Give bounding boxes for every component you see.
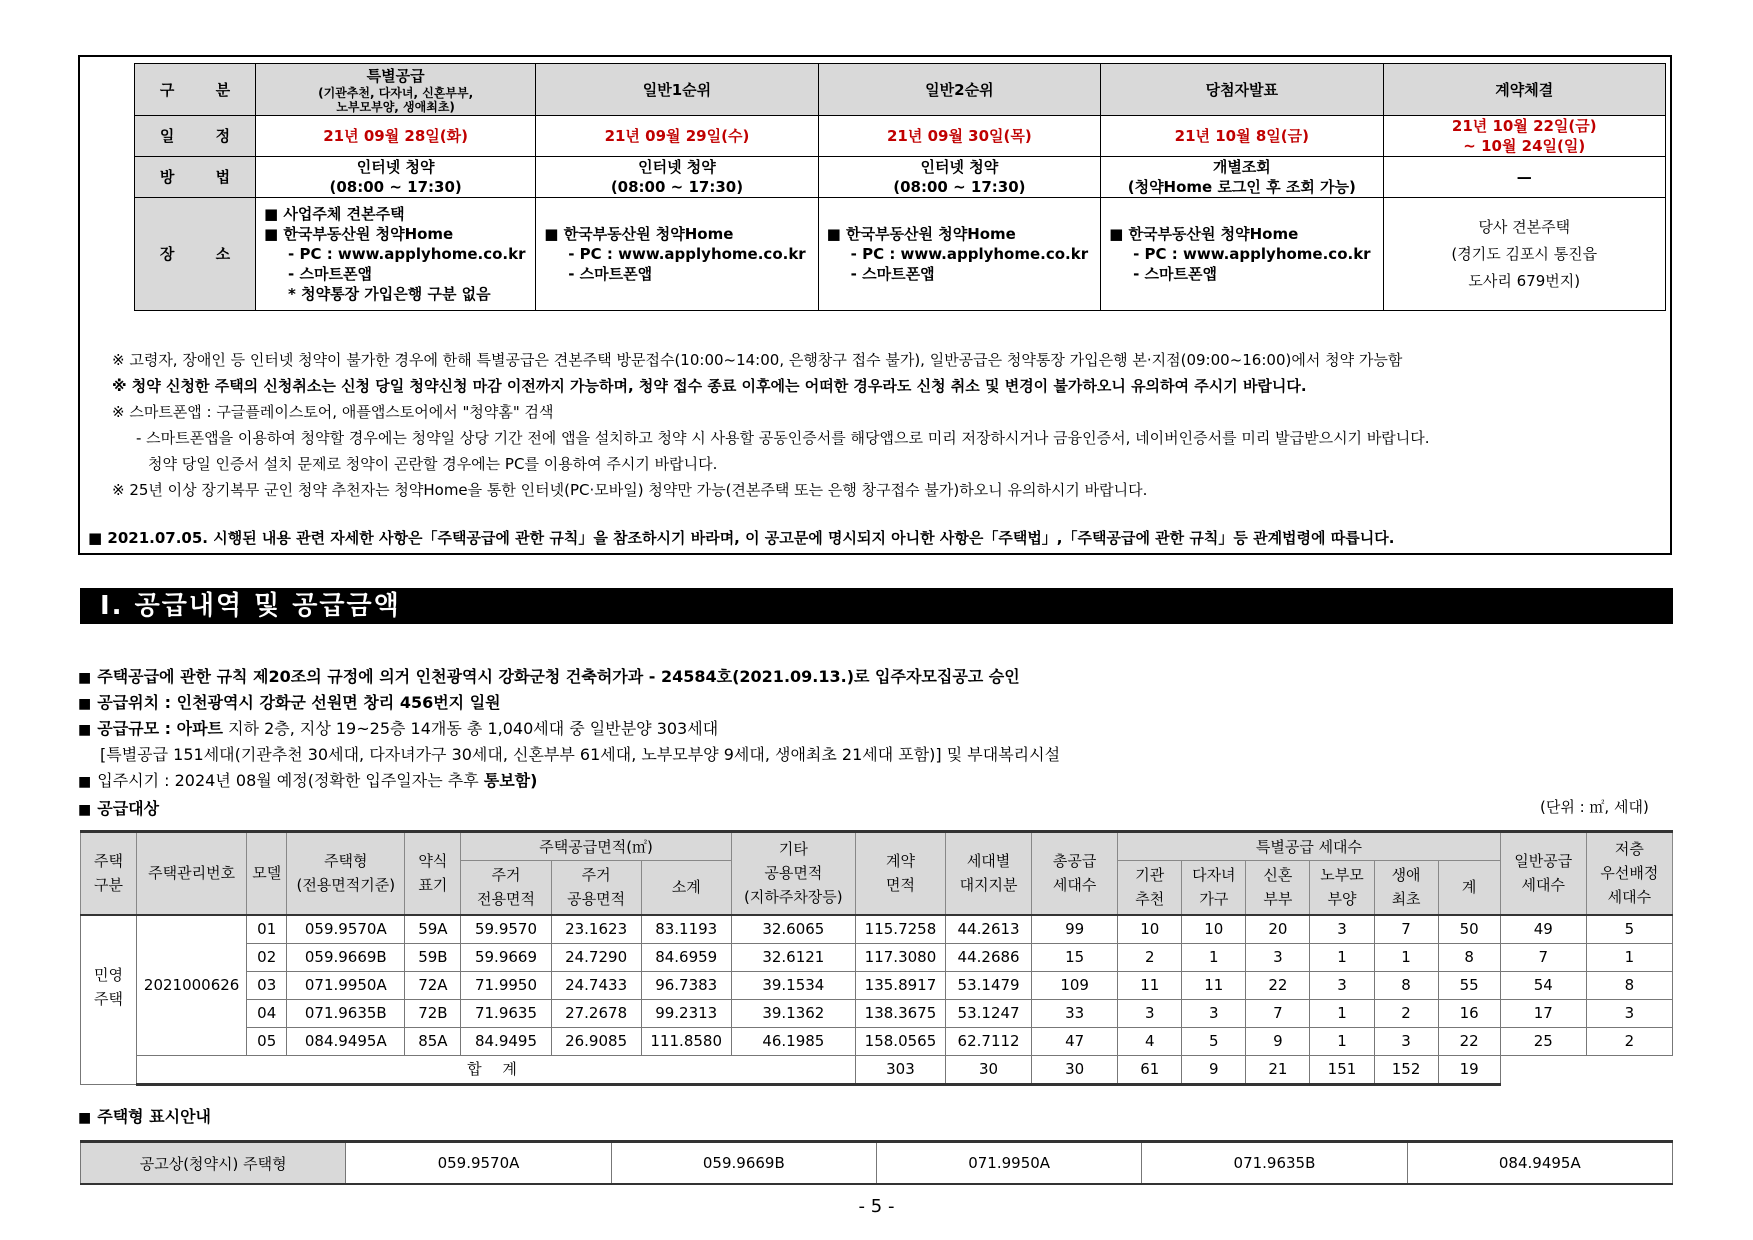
info-line-5	[78, 768, 537, 791]
place-special-line: - 스마트폰앱	[288, 265, 372, 283]
method-gen1-line2: (08:00 ~ 17:30)	[610, 178, 744, 196]
th-lowfloor	[1586, 832, 1672, 915]
place-contract-line: (경기도 김포시 통진읍	[1451, 244, 1598, 263]
th-type	[81, 832, 137, 915]
table-cell: 084.9495A	[287, 1027, 405, 1055]
house-type-value: 071.9635B	[1142, 1142, 1407, 1185]
table-cell: 135.8917	[855, 971, 945, 999]
house-type-value: 059.9570A	[346, 1142, 611, 1185]
th-text: 세대수	[1521, 876, 1565, 895]
table-cell: 71.9635	[461, 999, 551, 1027]
table-cell: 59B	[405, 943, 461, 971]
header-winner: 당첨자발표	[1101, 64, 1383, 116]
th-text: 구분	[94, 876, 124, 895]
table-cell: 99	[1032, 915, 1118, 944]
th-short	[405, 832, 461, 915]
house-type-value: 084.9495A	[1407, 1142, 1672, 1185]
info-line-4: [특별공급 151세대(기관추천 30세대, 다자녀가구 30세대, 신혼부부 61세대, 노부모부양 9세대, 생애최초 21세대 포함)] 및 부대복리시설	[100, 745, 1061, 764]
table-cell: 3	[1310, 971, 1374, 999]
header-contract: 계약체결	[1383, 64, 1665, 116]
table-cell: 059.9669B	[287, 943, 405, 971]
table-cell: 46.1985	[731, 1027, 855, 1055]
th-area-common	[551, 861, 641, 915]
place-winner	[1101, 198, 1383, 311]
info-line-2	[78, 690, 501, 713]
th-text: 계약	[885, 852, 915, 871]
table-cell: 8	[1374, 971, 1438, 999]
info-text: 2024년 08월 예정(정확한 입주일자는 추후	[174, 771, 484, 790]
header-special-title: 특별공급	[366, 66, 425, 85]
th-text: 대지지분	[959, 876, 1018, 895]
th-text: 기관	[1135, 866, 1165, 885]
note-line: ※ 고령자, 장애인 등 인터넷 청약이 불가한 경우에 한해 특별공급은 견본주택 방문접수(10:00~14:00, 은행창구 접수 불가), 일반공급은 청약통장 가입은행 본·지점(09:00~16:00)에서 청약 가능함	[112, 351, 1403, 369]
method-gen2-line2: (08:00 ~ 17:30)	[893, 178, 1026, 196]
place-contract	[1383, 198, 1665, 311]
info-text: 공급대상	[97, 799, 160, 818]
method-winner	[1101, 157, 1383, 198]
table-cell: 26.9085	[551, 1027, 641, 1055]
header-gubun: 구 분	[135, 64, 256, 116]
table-cell: 04	[247, 999, 287, 1027]
note-line: - 스마트폰앱을 이용하여 청약할 경우에는 청약일 상당 기간 전에 앱을 설치하고 청약 시 사용할 공동인증서를 해당앱으로 미리 저장하시거나 금융인증서, 네이버인증서를 미리 발급받으시기 바랍니다.	[136, 429, 1430, 447]
table-cell: 54	[1500, 971, 1586, 999]
th-general	[1500, 832, 1586, 915]
info-text: 인천광역시 강화군 선원면 창리 456번지 일원	[176, 693, 501, 712]
th-text: 표기	[418, 876, 448, 895]
th-text: 세대수	[1052, 876, 1097, 895]
table-cell: 7	[1374, 915, 1438, 944]
house-type-title-text: 주택형 표시안내	[97, 1107, 211, 1126]
house-type-value: 059.9669B	[611, 1142, 876, 1185]
place-contract-line: 도사리 679번지)	[1468, 271, 1581, 290]
table-cell: 7	[1246, 999, 1310, 1027]
th-text: 가구	[1199, 890, 1229, 909]
table-cell: 16	[1438, 999, 1500, 1027]
th-text: 최초	[1391, 890, 1421, 909]
place-special-line: - PC : www.applyhome.co.kr	[288, 245, 526, 263]
table-cell: 59.9570	[461, 915, 551, 944]
place-winner-line: - 스마트폰앱	[1133, 265, 1217, 283]
th-text: 세대수	[1607, 888, 1652, 907]
th-text: 면적	[885, 876, 915, 895]
th-code: 주택관리번호	[137, 832, 247, 915]
table-cell: 25	[1500, 1027, 1586, 1055]
th-text: 세대별	[966, 852, 1011, 871]
sum-cell: 303	[855, 1055, 945, 1084]
table-cell: 158.0565	[855, 1027, 945, 1055]
method-winner-line1: 개별조회	[1212, 158, 1271, 176]
table-cell: 24.7290	[551, 943, 641, 971]
th-text: 일반공급	[1514, 852, 1573, 871]
row-place-label: 장 소	[135, 198, 256, 311]
th-text: 기타	[778, 840, 808, 859]
house-type-label: 공고상(청약시) 주택형	[81, 1142, 346, 1185]
table-cell: 117.3080	[855, 943, 945, 971]
th-area-subtotal: 소계	[641, 861, 731, 915]
method-special-line2: (08:00 ~ 17:30)	[329, 178, 462, 196]
info-label: 입주시기 :	[97, 771, 175, 790]
table-cell: 39.1362	[731, 999, 855, 1027]
th-area: 주택공급면적(㎡)	[461, 832, 731, 861]
table-cell: 1	[1586, 943, 1672, 971]
table-cell: 059.9570A	[287, 915, 405, 944]
table-cell: 2	[1118, 943, 1182, 971]
table-cell: 4	[1118, 1027, 1182, 1055]
bullet-icon: ■	[78, 1110, 92, 1126]
place-gen2-line: ■ 한국부동산원 청약Home	[826, 225, 1016, 243]
table-cell: 85A	[405, 1027, 461, 1055]
th-text: 약식	[418, 852, 448, 871]
schedule-contract-date	[1383, 116, 1665, 157]
table-cell: 3	[1374, 1027, 1438, 1055]
table-cell: 1	[1182, 943, 1246, 971]
th-total	[1032, 832, 1118, 915]
th-text: 부양	[1327, 890, 1357, 909]
sum-cell: 151	[1310, 1055, 1374, 1084]
table-cell: 50	[1438, 915, 1500, 944]
th-sp-agency	[1118, 861, 1182, 915]
table-cell: 11	[1118, 971, 1182, 999]
info-text: 주택공급에 관한 규칙 제20조의 규정에 의거 인천광역시 강화군청 건축허가과 - 24584호(2021.09.13.)로 입주자모집공고 승인	[97, 667, 1020, 686]
th-text: 공용면적	[764, 864, 823, 883]
schedule-gen2-date: 21년 09월 30일(목)	[818, 116, 1100, 157]
schedule-gen1-date: 21년 09월 29일(수)	[536, 116, 818, 157]
table-cell: 10	[1118, 915, 1182, 944]
table-cell: 72B	[405, 999, 461, 1027]
table-cell: 96.7383	[641, 971, 731, 999]
table-cell: 3	[1118, 999, 1182, 1027]
table-cell: 1	[1310, 1027, 1374, 1055]
th-text: 추천	[1135, 890, 1165, 909]
table-cell: 1	[1310, 999, 1374, 1027]
method-gen2-line1: 인터넷 청약	[920, 158, 999, 176]
table-cell: 2	[1586, 1027, 1672, 1055]
table-cell: 3	[1182, 999, 1246, 1027]
bullet-icon: ■	[78, 722, 92, 738]
method-winner-line2: (청약Home 로그인 후 조회 가능)	[1127, 178, 1356, 196]
table-cell: 32.6065	[731, 915, 855, 944]
th-sp-multichild	[1182, 861, 1246, 915]
schedule-table	[134, 63, 1666, 311]
table-cell: 10	[1182, 915, 1246, 944]
info-label: 공급위치 :	[97, 693, 177, 712]
place-winner-line: - PC : www.applyhome.co.kr	[1133, 245, 1371, 263]
sum-cell: 19	[1438, 1055, 1500, 1084]
table-cell: 32.6121	[731, 943, 855, 971]
row-schedule-label: 일 정	[135, 116, 256, 157]
table-cell: 22	[1246, 971, 1310, 999]
th-house	[287, 832, 405, 915]
schedule-special-date: 21년 09월 28일(화)	[256, 116, 536, 157]
place-gen1-line: ■ 한국부동산원 청약Home	[544, 225, 734, 243]
note-line: ※ 스마트폰앱 : 구글플레이스토어, 애플앱스토어에서 "청약홈" 검색	[112, 403, 554, 421]
house-type-title	[78, 1104, 211, 1127]
info-line-1	[78, 664, 1020, 687]
table-cell: 99.2313	[641, 999, 731, 1027]
table-cell: 05	[247, 1027, 287, 1055]
info-bold: 아파트	[176, 719, 223, 738]
schedule-box	[78, 55, 1672, 555]
th-text: 부부	[1263, 890, 1293, 909]
info-line-6	[78, 796, 159, 819]
method-special-line1: 인터넷 청약	[356, 158, 435, 176]
place-winner-line: ■ 한국부동산원 청약Home	[1109, 225, 1299, 243]
table-cell: 2	[1374, 999, 1438, 1027]
sum-cell: 30	[946, 1055, 1032, 1084]
table-cell: 49	[1500, 915, 1586, 944]
bullet-icon: ■	[78, 696, 92, 712]
table-row	[81, 999, 1673, 1027]
method-gen2	[818, 157, 1100, 198]
sum-label: 합 계	[137, 1055, 856, 1084]
info-bold: 통보함)	[483, 771, 538, 790]
sum-cell: 9	[1182, 1055, 1246, 1084]
th-text: 주거	[581, 866, 611, 885]
type-text: 민영	[94, 965, 124, 984]
header-gen1: 일반1순위	[536, 64, 818, 116]
schedule-winner-date: 21년 10월 8일(금)	[1101, 116, 1383, 157]
table-cell: 59.9669	[461, 943, 551, 971]
row-method-label: 방 법	[135, 157, 256, 198]
th-model: 모델	[247, 832, 287, 915]
notes	[112, 347, 1662, 503]
th-sp-newlywed	[1246, 861, 1310, 915]
table-cell: 5	[1586, 915, 1672, 944]
table-cell: 15	[1032, 943, 1118, 971]
table-cell: 53.1479	[946, 971, 1032, 999]
final-note: ■ 2021.07.05. 시행된 내용 관련 자세한 사항은「주택공급에 관한 규칙」을 참조하시기 바라며, 이 공고문에 명시되지 아니한 사항은「주택법」,「주택공급에 관한 규칙」등 관계법령에 따릅니다.	[88, 529, 1395, 547]
table-cell: 24.7433	[551, 971, 641, 999]
sum-cell: 30	[1032, 1055, 1118, 1084]
info-label: 공급규모 :	[97, 719, 177, 738]
table-cell: 02	[247, 943, 287, 971]
th-text: (전용면적기준)	[296, 876, 396, 895]
method-contract: —	[1383, 157, 1665, 198]
th-text: 저층	[1614, 840, 1644, 859]
sum-cell: 21	[1246, 1055, 1310, 1084]
place-gen2-line: - 스마트폰앱	[850, 265, 935, 283]
table-cell: 115.7258	[855, 915, 945, 944]
bullet-icon: ■	[78, 774, 92, 790]
th-text: 노부모	[1320, 866, 1364, 885]
place-gen2-line: - PC : www.applyhome.co.kr	[850, 245, 1089, 263]
table-cell: 3	[1586, 999, 1672, 1027]
th-sp-total: 계	[1438, 861, 1500, 915]
table-cell: 53.1247	[946, 999, 1032, 1027]
table-cell: 71.9950	[461, 971, 551, 999]
th-text: 전용면적	[477, 890, 535, 909]
th-text: 주거	[491, 866, 521, 885]
table-row	[81, 1027, 1673, 1055]
table-cell: 27.2678	[551, 999, 641, 1027]
unit-label: (단위 : ㎡, 세대)	[1540, 798, 1649, 816]
method-gen1	[536, 157, 818, 198]
th-text: (지하주차장등)	[744, 888, 843, 907]
section-title: Ⅰ. 공급내역 및 공급금액	[80, 588, 1673, 624]
info-line-3	[78, 716, 718, 739]
header-gen2: 일반2순위	[818, 64, 1100, 116]
contract-date-end: ~ 10월 24일(일)	[1463, 137, 1586, 155]
header-special-sub1: (기관추천, 다자녀, 신혼부부,	[318, 85, 474, 100]
table-cell: 62.7112	[946, 1027, 1032, 1055]
table-cell: 17	[1500, 999, 1586, 1027]
table-cell: 071.9950A	[287, 971, 405, 999]
bullet-icon: ■	[78, 670, 92, 686]
table-cell: 138.3675	[855, 999, 945, 1027]
type-text: 주택	[94, 989, 124, 1008]
th-contract	[855, 832, 945, 915]
contract-date-start: 21년 10월 22일(금)	[1451, 117, 1597, 135]
note-line: ※ 청약 신청한 주택의 신청취소는 신청 당일 청약신청 마감 이전까지 가능하며, 청약 접수 종료 이후에는 어떠한 경우라도 신청 취소 및 변경이 불가하오니 유의하여 주시기 바랍니다.	[112, 377, 1307, 395]
table-cell: 33	[1032, 999, 1118, 1027]
house-type-value: 071.9950A	[876, 1142, 1141, 1185]
th-land	[946, 832, 1032, 915]
info-text: 지하 2층, 지상 19~25층 14개동 총 1,040세대 중 일반분양 303세대	[222, 719, 719, 738]
table-cell: 3	[1246, 943, 1310, 971]
sum-row	[81, 1055, 1673, 1084]
table-cell: 03	[247, 971, 287, 999]
table-cell: 071.9635B	[287, 999, 405, 1027]
supply-table	[80, 830, 1673, 1086]
header-special-sub2: 노부모부양, 생애최초)	[336, 99, 455, 114]
table-row	[81, 915, 1673, 944]
note-line: 청약 당일 인증서 설치 문제로 청약이 곤란할 경우에는 PC를 이용하여 주시기 바랍니다.	[148, 455, 718, 473]
place-special-line: * 청약통장 가입은행 구분 없음	[288, 285, 491, 303]
th-sp-firsttime	[1374, 861, 1438, 915]
note-line: ※ 25년 이상 장기복무 군인 청약 추천자는 청약Home을 통한 인터넷(PC·모바일) 청약만 가능(견본주택 또는 은행 창구접수 불가)하오니 유의하시기 바랍니다.	[112, 481, 1148, 499]
table-cell: 5	[1182, 1027, 1246, 1055]
method-special	[256, 157, 536, 198]
sum-cell: 61	[1118, 1055, 1182, 1084]
table-cell: 55	[1438, 971, 1500, 999]
code-cell: 2021000626	[137, 915, 247, 1056]
table-cell: 01	[247, 915, 287, 944]
th-text: 공용면적	[567, 890, 626, 909]
th-text: 주택형	[324, 852, 368, 871]
table-cell: 8	[1586, 971, 1672, 999]
table-cell: 3	[1310, 915, 1374, 944]
place-special-line: ■ 한국부동산원 청약Home	[264, 225, 454, 243]
table-cell: 7	[1500, 943, 1586, 971]
sum-cell: 152	[1374, 1055, 1438, 1084]
th-sp-parents	[1310, 861, 1374, 915]
table-cell: 22	[1438, 1027, 1500, 1055]
table-cell: 44.2613	[946, 915, 1032, 944]
place-contract-line: 당사 견본주택	[1478, 217, 1571, 236]
table-row	[81, 971, 1673, 999]
table-row	[81, 943, 1673, 971]
th-special: 특별공급 세대수	[1118, 832, 1501, 861]
method-gen1-line1: 인터넷 청약	[638, 158, 716, 176]
table-cell: 1	[1374, 943, 1438, 971]
table-cell: 83.1193	[641, 915, 731, 944]
place-special-line: ■ 사업주체 견본주택	[264, 205, 405, 223]
place-gen2	[818, 198, 1100, 311]
table-cell: 23.1623	[551, 915, 641, 944]
table-cell: 44.2686	[946, 943, 1032, 971]
table-cell: 111.8580	[641, 1027, 731, 1055]
table-cell: 11	[1182, 971, 1246, 999]
table-cell: 47	[1032, 1027, 1118, 1055]
th-text: 총공급	[1052, 852, 1097, 871]
place-special	[256, 198, 536, 311]
table-cell: 84.9495	[461, 1027, 551, 1055]
table-cell: 20	[1246, 915, 1310, 944]
bullet-icon: ■	[78, 802, 92, 818]
th-text: 신혼	[1263, 866, 1293, 885]
table-cell: 72A	[405, 971, 461, 999]
table-cell: 1	[1310, 943, 1374, 971]
th-etc	[731, 832, 855, 915]
place-gen1	[536, 198, 818, 311]
th-text: 생애	[1391, 866, 1421, 885]
table-cell: 39.1534	[731, 971, 855, 999]
page-number: - 5 -	[858, 1196, 895, 1217]
header-special	[256, 64, 536, 116]
th-text: 주택	[94, 852, 124, 871]
table-cell: 8	[1438, 943, 1500, 971]
th-text: 다자녀	[1192, 866, 1236, 885]
th-text: 우선배정	[1600, 864, 1659, 883]
table-cell: 109	[1032, 971, 1118, 999]
table-cell: 84.6959	[641, 943, 731, 971]
th-area-excl	[461, 861, 551, 915]
type-cell	[81, 915, 137, 1085]
table-cell: 9	[1246, 1027, 1310, 1055]
table-cell: 59A	[405, 915, 461, 944]
place-gen1-line: - 스마트폰앱	[568, 265, 653, 283]
place-gen1-line: - PC : www.applyhome.co.kr	[568, 245, 806, 263]
house-type-table	[80, 1140, 1673, 1185]
